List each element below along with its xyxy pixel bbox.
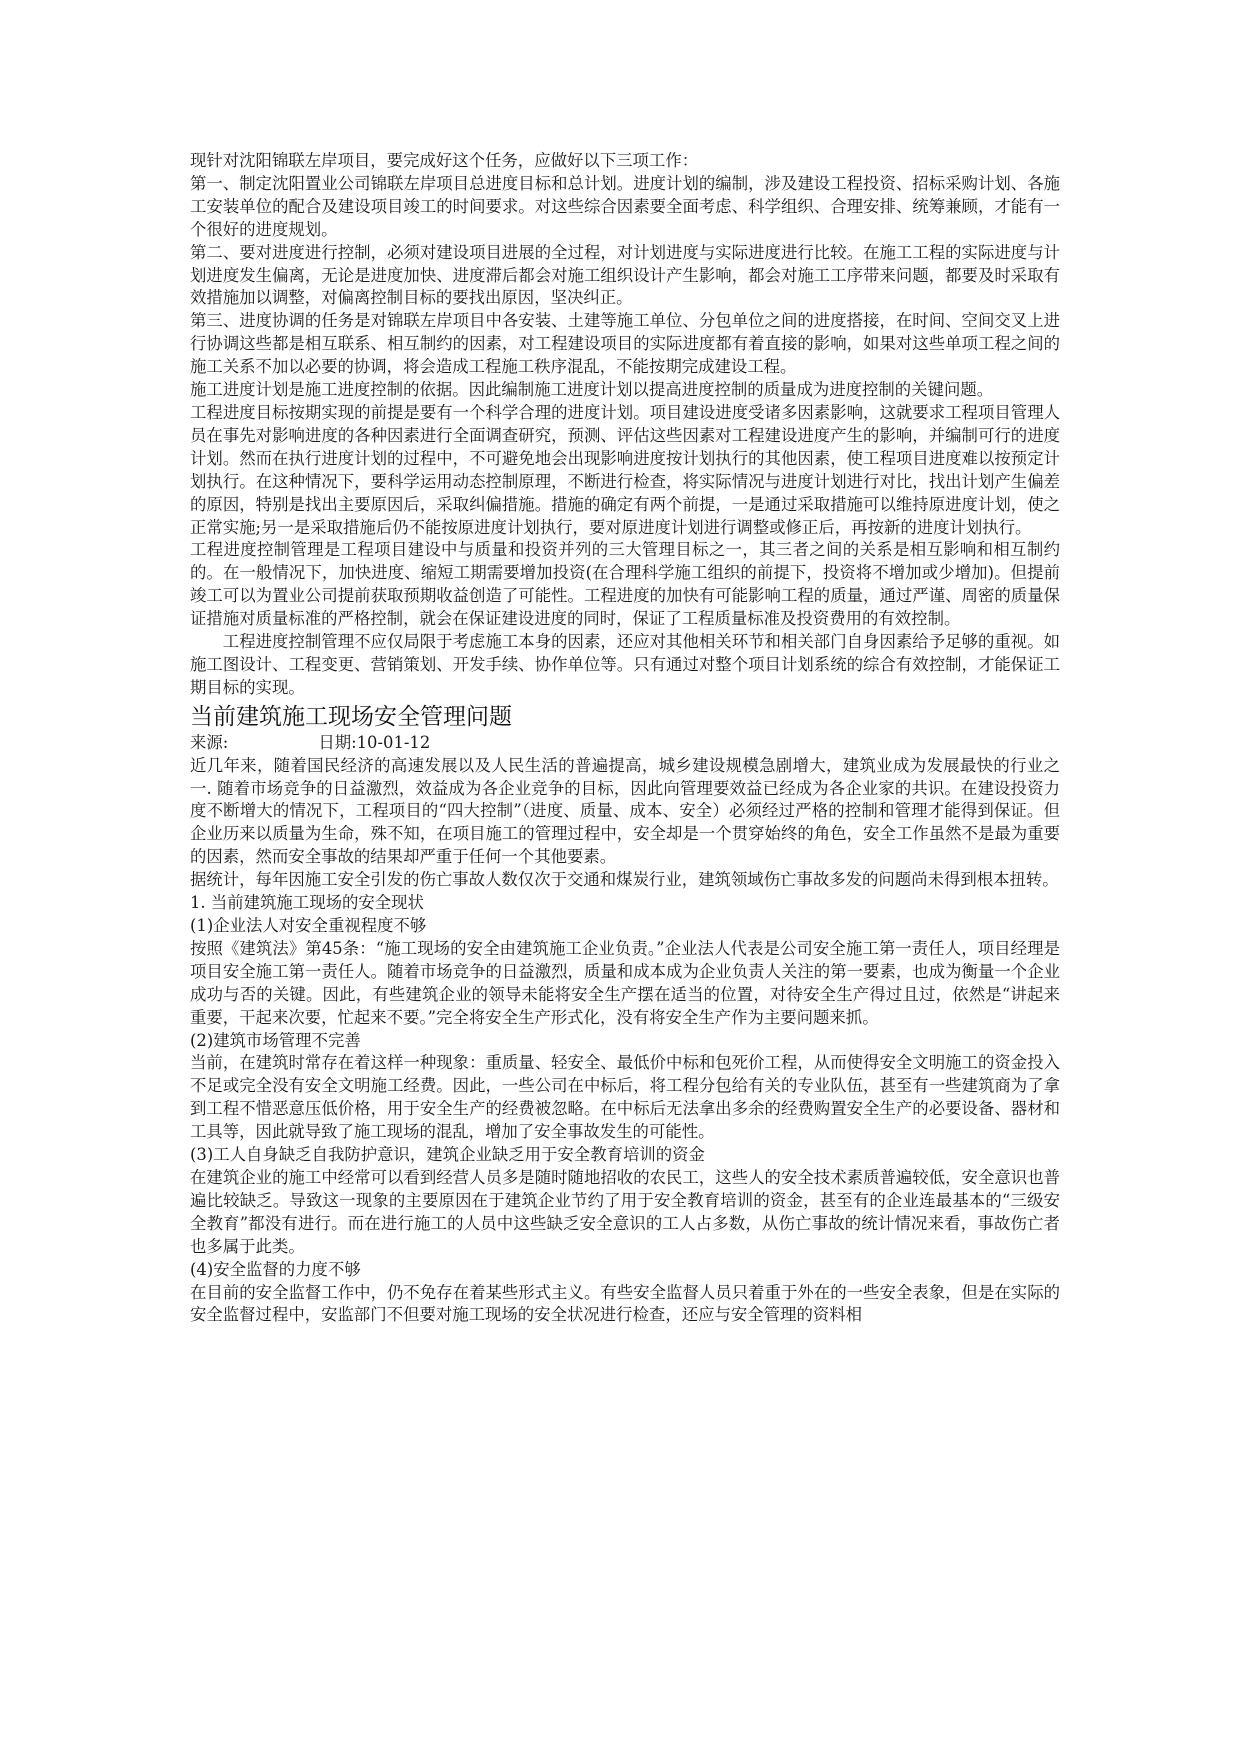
basis-paragraph: 施工进度计划是施工进度控制的依据。因此编制施工进度计划以提高进度控制的质量成为进度控制的关键问题。 [190, 380, 994, 400]
article-intro-paragraph: 近几年来，随着国民经济的高速发展以及人民生活的普遍提高，城乡建设规模急剧增大，建筑业成为发展最快的行业之一. 随着市场竞争的日益激烈，效益成为各企业竞争的目标，因此向管理要效益已经成为各企业家的共识。在建设投资力度不断增大的情况下，工程项目的“四大控制”（进度、质量、成本、安全）必须经过严格的控制和管理才能得到保证。但企业历来以质量为生命，殊不知，在项目施工的管理过程中，安全却是一个贯穿始终的角色，安全工作虽然不是最为重要的因素，然而安全事故的结果却严重于任何一个其他要素。 [190, 755, 1060, 867]
subsection-1-heading: (1)企业法人对安全重视程度不够 [190, 916, 427, 935]
article-meta [190, 732, 1060, 755]
intro-paragraph: 现针对沈阳锦联左岸项目，要完成好这个任务，应做好以下三项工作： [190, 151, 699, 170]
management-paragraph: 工程进度控制管理是工程项目建设中与质量和投资并列的三大管理目标之一，其三者之间的关系是相互影响和相互制约的。在一般情况下，加快进度、缩短工期需要增加投资(在合理科学施工组织的前提下，投资将不增加或少增加)。但提前竣工可以为置业公司提前获取预期收益创造了可能性。工程进度的加快有可能影响工程的质量，通过严谨、周密的质量保证措施对质量标准的严格控制，就会在保证建设进度的同时，保证了工程质量标准及投资费用的有效控制。 [190, 540, 1060, 629]
subsection-3-body: 在建筑企业的施工中经常可以看到经营人员多是随时随地招收的农民工，这些人的安全技术素质普遍较低，安全意识也普遍比较缺乏。导致这一现象的主要原因在于建筑企业节约了用于安全教育培训的资金，甚至有的企业连最基本的“三级安全教育”都没有进行。而在进行施工的人员中这些缺乏安全意识的工人占多数，从伤亡事故的统计情况来看，事故伤亡者也多属于此类。 [190, 1167, 1060, 1256]
subsection-4-heading: (4)安全监督的力度不够 [190, 1259, 361, 1279]
article-title: 当前建筑施工现场安全管理问题 [190, 703, 512, 730]
subsection-2-heading: (2)建筑市场管理不完善 [190, 1030, 361, 1050]
subsection-3-heading: (3)工人自身缺乏自我防护意识，建筑企业缺乏用于安全教育培训的资金 [190, 1145, 705, 1165]
subsection-2-body: 当前，在建筑时常存在着这样一种现象：重质量、轻安全、最低价中标和包死价工程，从而使得安全文明施工的资金投入不足或完全没有安全文明施工经费。因此，一些公司在中标后，将工程分包给有关的专业队伍，甚至有一些建筑商为了拿到工程不惜恶意压低价格，用于安全生产的经费被忽略。在中标后无法拿出多余的经费购置安全生产的必要设备、器材和工具等，因此就导致了施工现场的混乱，增加了安全事故发生的可能性。 [190, 1053, 1060, 1142]
subsection-4-body: 在目前的安全监督工作中，仍不免存在着某些形式主义。有些安全监督人员只着重于外在的一些安全表象，但是在实际的安全监督过程中，安监部门不但要对施工现场的安全状况进行检查，还应与安全管理的资料相 [190, 1282, 1060, 1325]
item-first-paragraph: 第一、制定沈阳置业公司锦联左岸项目总进度目标和总计划。进度计划的编制，涉及建设工程投资、招标采购计划、各施工安装单位的配合及建设项目竣工的时间要求。对这些综合因素要全面考虑、科学组织、合理安排、统筹兼顾，才能有一个很好的进度规划。 [190, 173, 1060, 239]
document-page [190, 150, 1060, 1327]
source-value [228, 732, 318, 755]
closing-paragraph: 工程进度控制管理不应仅局限于考虑施工本身的因素，还应对其他相关环节和相关部门自身因素给予足够的重视。如施工图设计、工程变更、营销策划、开发手续、协作单位等。只有通过对整个项目计划系统的综合有效控制，才能保证工期目标的实现。 [190, 632, 1060, 697]
item-third-paragraph: 第三、进度协调的任务是对锦联左岸项目中各安装、土建等施工单位、分包单位之间的进度搭接，在时间、空间交叉上进行协调这些都是相互联系、相互制约的因素，对工程建设项目的实际进度都有着直接的影响，如果对这些单项工程之间的施工关系不加以必要的协调，将会造成工程施工秩序混乱，不能按期完成建设工程。 [190, 311, 1060, 377]
date-label: 日期: [318, 732, 357, 752]
premise-paragraph: 工程进度目标按期实现的前提是要有一个科学合理的进度计划。项目建设进度受诸多因素影响，这就要求工程项目管理人员在事先对影响进度的各种因素进行全面调查研究，预测、评估这些因素对工程建设进度产生的影响，并编制可行的进度计划。然而在执行进度计划的过程中，不可避免地会出现影响进度按计划执行的其他因素，使工程项目进度难以按预定计划执行。在这种情况下，要科学运用动态控制原理，不断进行检查，将实际情况与进度计划进行对比，找出计划产生偏差的原因，特别是找出主要原因后，采取纠偏措施。措施的确定有两个前提，一是通过采取措施可以维持原进度计划，使之正常实施;另一是采取措施后仍不能按原进度计划执行，要对原进度计划进行调整或修正后，再按新的进度计划执行。 [190, 402, 1060, 537]
item-second-paragraph: 第二、要对进度进行控制，必须对建设项目进展的全过程，对计划进度与实际进度进行比较。在施工工程的实际进度与计划进度发生偏离，无论是进度加快、进度滞后都会对施工组织设计产生影响，都会对施工工序带来问题，都要及时采取有效措施加以调整，对偏离控制目标的要找出原因，坚决纠正。 [190, 242, 1060, 308]
statistics-paragraph: 据统计，每年因施工安全引发的伤亡事故人数仅次于交通和煤炭行业，建筑领域伤亡事故多发的问题尚未得到根本扭转。 [190, 870, 1059, 890]
date-value: 10-01-12 [356, 732, 431, 752]
section-heading: 1. 当前建筑施工现场的安全现状 [190, 893, 424, 913]
subsection-1-body: 按照《建筑法》第45条：“施工现场的安全由建筑施工企业负责。”企业法人代表是公司安全施工第一责任人，项目经理是项目安全施工第一责任人。随着市场竞争的日益激烈，质量和成本成为企业负责人关注的第一要素，也成为衡量一个企业成功与否的关键。因此，有些建筑企业的领导未能将安全生产摆在适当的位置，对待安全生产得过且过，依然是“讲起来重要，干起来次要，忙起来不要。”完全将安全生产形式化，没有将安全生产作为主要问题来抓。 [190, 938, 1060, 1027]
source-label: 来源: [190, 732, 229, 752]
